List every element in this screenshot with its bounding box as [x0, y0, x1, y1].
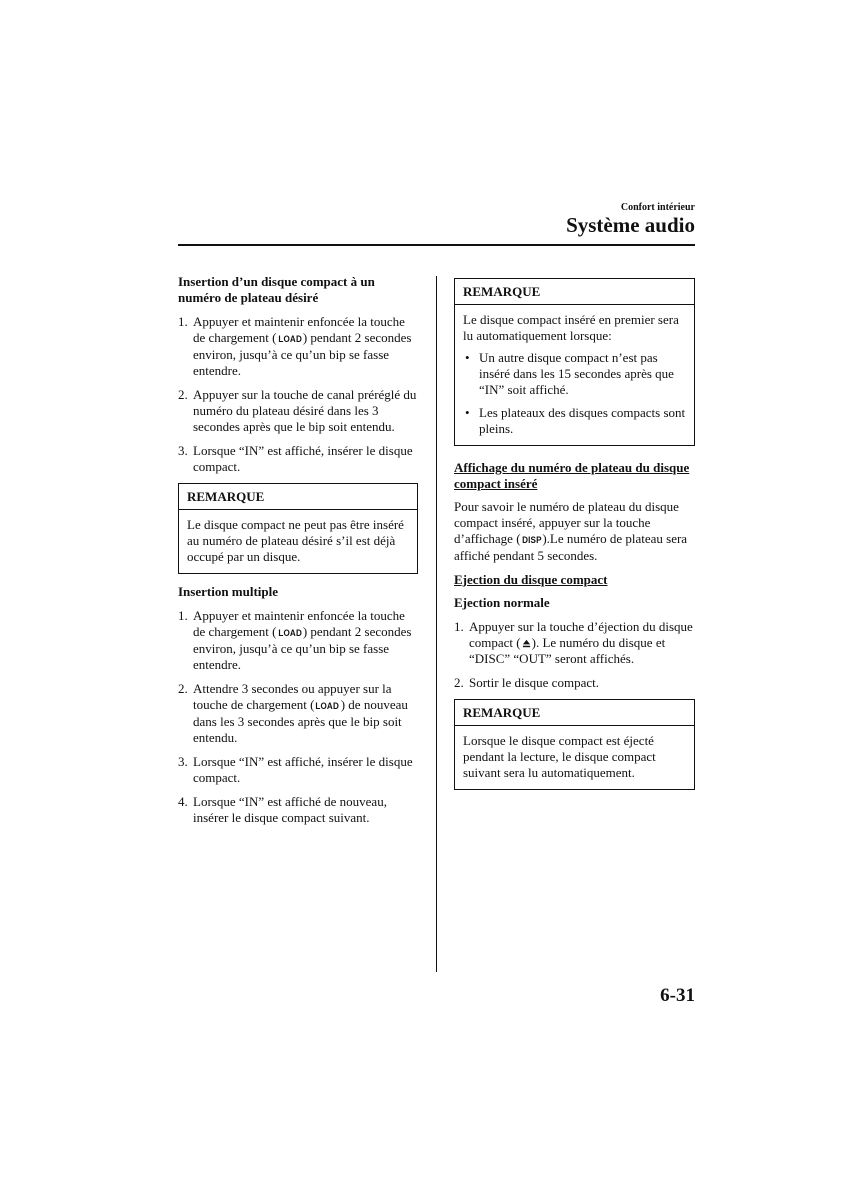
list-item [454, 619, 695, 667]
step-text: Sortir le disque compact. [469, 675, 599, 690]
page-title: Système audio [566, 213, 695, 237]
step-number: 4. [178, 794, 188, 809]
note-box [454, 278, 695, 446]
insert-tray-steps [178, 314, 418, 475]
paragraph-text: ).Le numéro de plateau sera affiché pendant 5 secondes. [454, 531, 688, 563]
load-icon: LOAD [277, 628, 302, 638]
step-number: 3. [178, 443, 188, 458]
disp-icon: DISP [521, 535, 542, 545]
step-text: ) de nouveau dans les 3 secondes après que le bip soit entendu. [193, 697, 408, 745]
list-item [454, 675, 695, 691]
bullet-text: Un autre disque compact n’est pas inséré dans les 15 secondes après que “IN” soit affiché. [479, 350, 674, 397]
note-title: REMARQUE [455, 279, 694, 305]
step-text: Appuyer et maintenir enfoncée la touche de chargement ( [193, 608, 405, 639]
right-column [454, 278, 695, 800]
list-item [178, 754, 418, 786]
left-column [178, 274, 418, 834]
multiple-insertion-steps [178, 608, 418, 826]
bullet-icon: • [465, 405, 470, 420]
list-item [178, 314, 418, 379]
insert-tray-heading: Insertion d’un disque compact à un numéro de plateau désiré [178, 274, 375, 305]
step-text: ) pendant 2 secondes environ, jusqu’à ce qu’un bip se fasse entendre. [193, 624, 412, 672]
step-text: Attendre 3 secondes ou appuyer sur la touche de chargement ( [193, 681, 392, 712]
step-number: 1. [178, 314, 188, 329]
bullet-text: Les plateaux des disques compacts sont pleins. [479, 405, 686, 436]
multiple-insertion-heading: Insertion multiple [178, 584, 279, 599]
step-text: Appuyer sur la touche d’éjection du disque compact ( [469, 619, 693, 650]
section-label: Confort intérieur [620, 202, 695, 213]
note-text: Lorsque le disque compact est éjecté pendant la lecture, le disque compact suivant sera lu automatiquement. [463, 733, 656, 780]
page-number: 6-31 [660, 985, 695, 1006]
eject-icon [522, 639, 531, 648]
eject-heading: Ejection du disque compact [454, 572, 608, 587]
list-item [178, 794, 418, 826]
list-item [178, 608, 418, 673]
list-item [178, 387, 418, 435]
bullet-icon: • [465, 350, 470, 365]
header-rule [178, 244, 695, 246]
step-number: 1. [178, 608, 188, 623]
note-title: REMARQUE [179, 484, 417, 510]
load-icon: LOAD [315, 701, 340, 711]
step-text: Appuyer sur la touche de canal préréglé du numéro du plateau désiré dans les 3 secondes après que le bip soit entendu. [193, 387, 417, 434]
note-bullets [463, 350, 686, 437]
paragraph-text: Pour savoir le numéro de plateau du disque compact inséré, appuyer sur la touche d’affichage ( [454, 499, 679, 546]
step-number: 2. [178, 387, 188, 402]
step-text: Lorsque “IN” est affiché, insérer le disque compact. [193, 754, 413, 785]
note-box [454, 699, 695, 790]
step-number: 2. [178, 681, 188, 696]
list-item [463, 350, 686, 398]
step-text: Appuyer et maintenir enfoncée la touche de chargement ( [193, 314, 405, 345]
note-box [178, 483, 418, 574]
list-item [178, 443, 418, 475]
step-number: 1. [454, 619, 464, 634]
note-content [455, 305, 694, 445]
column-divider [436, 276, 437, 972]
display-paragraph [454, 499, 695, 564]
note-text: Le disque compact inséré en premier sera lu automatiquement lorsque: [463, 312, 679, 343]
note-title: REMARQUE [455, 700, 694, 726]
step-text: Lorsque “IN” est affiché de nouveau, insérer le disque compact suivant. [193, 794, 387, 825]
load-icon: LOAD [277, 334, 302, 344]
list-item [463, 405, 686, 437]
step-number: 2. [454, 675, 464, 690]
step-text: ). Le numéro du disque et “DISC” “OUT” seront affichés. [469, 635, 666, 666]
note-text: Le disque compact ne peut pas être inséré au numéro de plateau désiré s’il est déjà occupé par un disque. [187, 517, 404, 564]
display-heading: Affichage du numéro de plateau du disque compact inséré [454, 460, 690, 491]
step-text: ) pendant 2 secondes environ, jusqu’à ce qu’un bip se fasse entendre. [193, 330, 412, 378]
eject-subheading: Ejection normale [454, 595, 550, 610]
list-item [178, 681, 418, 746]
step-number: 3. [178, 754, 188, 769]
eject-steps [454, 619, 695, 691]
step-text: Lorsque “IN” est affiché, insérer le disque compact. [193, 443, 413, 474]
